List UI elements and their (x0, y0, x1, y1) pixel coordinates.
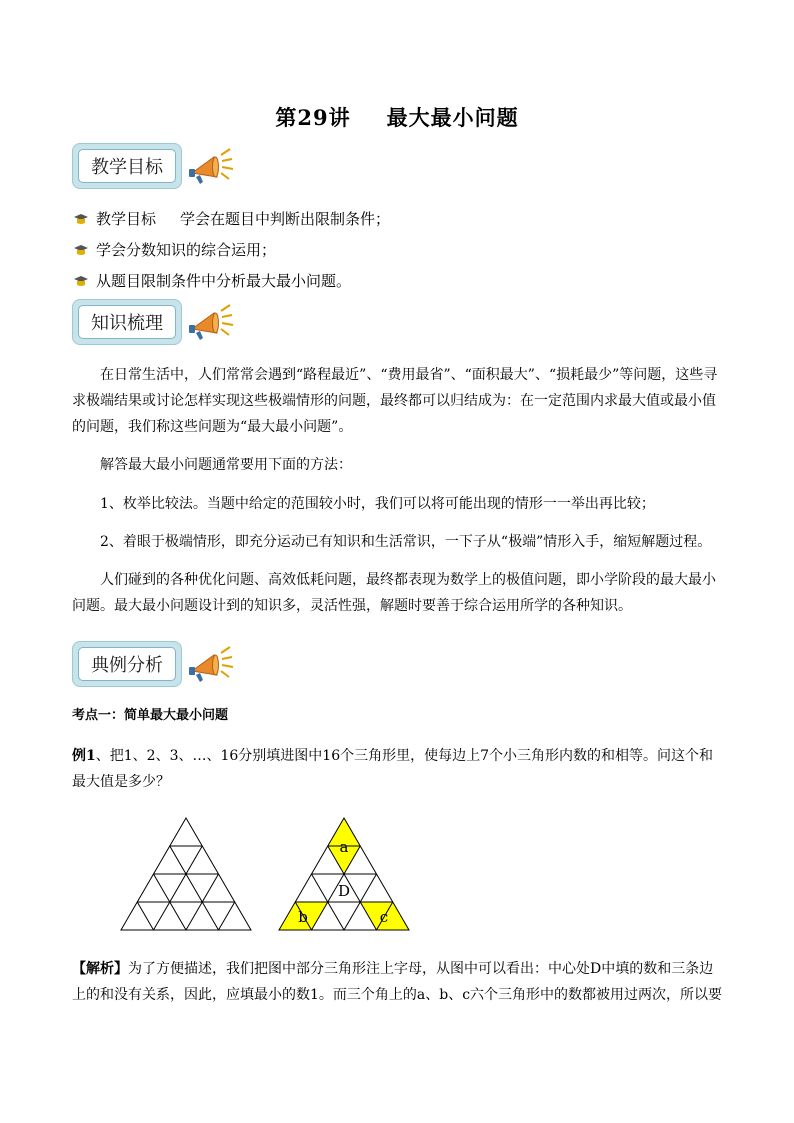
label-a: a (339, 838, 349, 856)
graduation-cap-icon (72, 272, 90, 290)
goal-text: 学会分数知识的综合运用； (96, 241, 277, 259)
page-title (0, 102, 794, 132)
list-item (72, 234, 390, 265)
section-header-knowledge (72, 299, 242, 349)
list-item (72, 265, 390, 296)
section-label-examples: 典例分析 (78, 647, 176, 681)
knowledge-paragraph-1: 在日常生活中，人们常常会遇到“路程最近”、“费用最省”、“面积最大”、“损耗最少”等问题，这些寻求极端结果或讨论怎样实现这些极端情形的问题，最终都可以归结成为：在一定范围内求最大值或最小值的问题，我们称这些问题为“最大最小问题”。 (72, 367, 718, 435)
knowledge-paragraph-3: 1、枚举比较法。当题中给定的范围较小时，我们可以将可能出现的情形一一举出再比较； (100, 496, 655, 512)
triangle-grid-figure (118, 816, 254, 934)
analysis-label: 【解析】 (72, 961, 128, 977)
example-1 (72, 743, 724, 795)
goal-label: 教学目标 (96, 210, 157, 228)
graduation-cap-icon (72, 241, 90, 259)
labelled-triangle-figure (276, 816, 412, 934)
graduation-cap-icon (72, 210, 90, 228)
section-label-goals: 教学目标 (78, 149, 176, 183)
label-d: D (337, 882, 351, 900)
analysis-paragraph (72, 956, 724, 1008)
example-label: 例1 (72, 748, 96, 764)
goals-list (72, 203, 390, 296)
megaphone-icon (184, 645, 234, 685)
label-c: c (379, 908, 389, 926)
knowledge-paragraph-4: 2、着眼于极端情形，即充分运动已有知识和生活常识，一下子从“极端”情形入手，缩短解题过程。 (100, 534, 712, 550)
kaodian-heading: 考点一：简单最大最小问题 (72, 708, 229, 723)
example-text: 、把1、2、3、…、16分别填进图中16个三角形里，使每边上7个小三角形内数的和相等。问这个和最大值是多少？ (72, 748, 714, 790)
section-label-knowledge: 知识梳理 (78, 305, 176, 339)
megaphone-icon (184, 147, 234, 187)
list-item (72, 203, 390, 234)
analysis-text: 为了方便描述，我们把图中部分三角形注上字母，从图中可以看出：中心处D中填的数和三条边上的和没有关系，因此，应填最小的数1。而三个角上的a、b、c六个三角形中的数都被用过两次，所以要 (72, 961, 723, 1003)
section-header-goals (72, 143, 242, 193)
goal-text: 从题目限制条件中分析最大最小问题。 (96, 272, 352, 290)
knowledge-paragraph-2: 解答最大最小问题通常要用下面的方法： (100, 457, 352, 473)
megaphone-icon (184, 303, 234, 343)
label-b: b (298, 908, 308, 926)
lecture-topic: 最大最小问题 (386, 105, 519, 130)
knowledge-paragraph-5: 人们碰到的各种优化问题、高效低耗问题，最终都表现为数学上的极值问题，即小学阶段的最大最小问题。最大最小问题设计到的知识多，灵活性强，解题时要善于综合运用所学的各种知识。 (72, 572, 716, 614)
goal-text: 学会在题目中判断出限制条件； (180, 210, 391, 228)
section-header-examples (72, 641, 242, 691)
lecture-number: 第29讲 (275, 105, 351, 130)
